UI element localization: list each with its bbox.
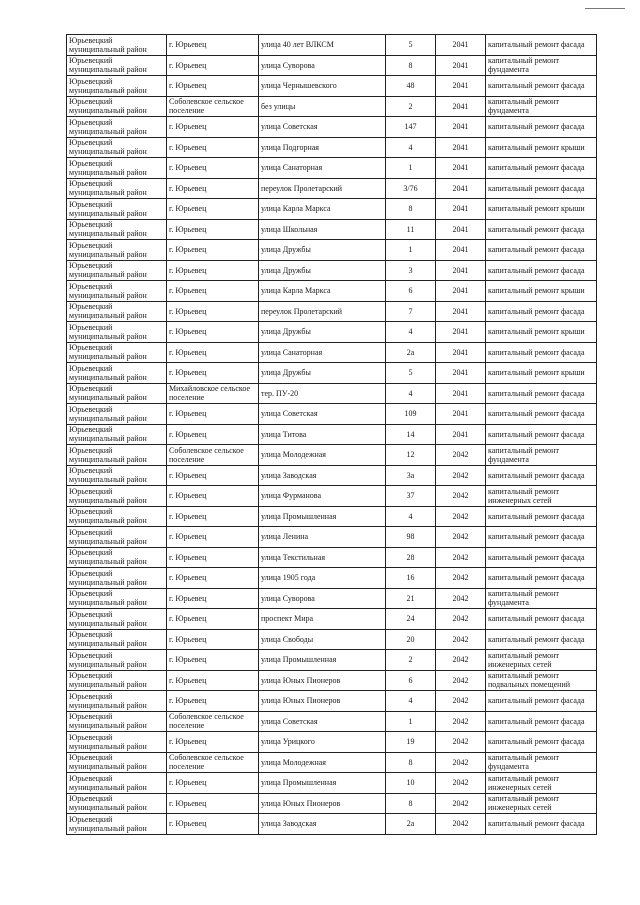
street-cell: улица Советская <box>259 711 386 732</box>
year-cell: 2042 <box>436 752 486 773</box>
year-cell: 2042 <box>436 486 486 507</box>
street-cell: улица Советская <box>259 117 386 138</box>
settlement-cell: Соболевское сельское поселение <box>167 711 259 732</box>
year-cell: 2041 <box>436 342 486 363</box>
district-cell: Юрьевецкий муниципальный район <box>67 260 167 281</box>
street-cell: улица Подгорная <box>259 137 386 158</box>
work-type-cell: капитальный ремонт фасада <box>486 342 597 363</box>
work-type-cell: капитальный ремонт фасада <box>486 35 597 56</box>
table-row <box>67 711 597 732</box>
district-cell: Юрьевецкий муниципальный район <box>67 322 167 343</box>
table-row <box>67 383 597 404</box>
year-cell: 2042 <box>436 445 486 466</box>
table-row <box>67 465 597 486</box>
work-type-cell: капитальный ремонт крыши <box>486 199 597 220</box>
settlement-cell: Соболевское сельское поселение <box>167 96 259 117</box>
settlement-cell: г. Юрьевец <box>167 814 259 835</box>
settlement-cell: г. Юрьевец <box>167 568 259 589</box>
house-number-cell: 12 <box>386 445 436 466</box>
district-cell: Юрьевецкий муниципальный район <box>67 691 167 712</box>
house-number-cell: 1 <box>386 240 436 261</box>
house-number-cell: 4 <box>386 137 436 158</box>
year-cell: 2041 <box>436 178 486 199</box>
table-row <box>67 158 597 179</box>
street-cell: улица Чернышевского <box>259 76 386 97</box>
work-type-cell: капитальный ремонт крыши <box>486 137 597 158</box>
work-type-cell: капитальный ремонт фасада <box>486 158 597 179</box>
year-cell: 2041 <box>436 158 486 179</box>
settlement-cell: г. Юрьевец <box>167 609 259 630</box>
house-number-cell: 6 <box>386 281 436 302</box>
work-type-cell: капитальный ремонт фасада <box>486 404 597 425</box>
work-type-cell: капитальный ремонт фундамента <box>486 55 597 76</box>
work-type-cell: капитальный ремонт фасада <box>486 424 597 445</box>
district-cell: Юрьевецкий муниципальный район <box>67 76 167 97</box>
street-cell: тер. ПУ-20 <box>259 383 386 404</box>
house-number-cell: 20 <box>386 629 436 650</box>
year-cell: 2042 <box>436 814 486 835</box>
table-row <box>67 506 597 527</box>
district-cell: Юрьевецкий муниципальный район <box>67 424 167 445</box>
house-number-cell: 3/76 <box>386 178 436 199</box>
district-cell: Юрьевецкий муниципальный район <box>67 404 167 425</box>
settlement-cell: Михайловское сельское поселение <box>167 383 259 404</box>
district-cell: Юрьевецкий муниципальный район <box>67 219 167 240</box>
street-cell: улица Дружбы <box>259 260 386 281</box>
year-cell: 2042 <box>436 650 486 671</box>
district-cell: Юрьевецкий муниципальный район <box>67 670 167 691</box>
table-row <box>67 178 597 199</box>
table-row <box>67 137 597 158</box>
district-cell: Юрьевецкий муниципальный район <box>67 732 167 753</box>
house-number-cell: 147 <box>386 117 436 138</box>
table-row <box>67 76 597 97</box>
work-type-cell: капитальный ремонт крыши <box>486 281 597 302</box>
year-cell: 2042 <box>436 793 486 814</box>
work-type-cell: капитальный ремонт фундамента <box>486 96 597 117</box>
settlement-cell: г. Юрьевец <box>167 219 259 240</box>
district-cell: Юрьевецкий муниципальный район <box>67 137 167 158</box>
district-cell: Юрьевецкий муниципальный район <box>67 96 167 117</box>
street-cell: улица Дружбы <box>259 322 386 343</box>
street-cell: улица Санаторная <box>259 158 386 179</box>
settlement-cell: г. Юрьевец <box>167 773 259 794</box>
district-cell: Юрьевецкий муниципальный район <box>67 158 167 179</box>
district-cell: Юрьевецкий муниципальный район <box>67 363 167 384</box>
house-number-cell: 2 <box>386 650 436 671</box>
district-cell: Юрьевецкий муниципальный район <box>67 199 167 220</box>
year-cell: 2041 <box>436 117 486 138</box>
work-type-cell: капитальный ремонт фасада <box>486 629 597 650</box>
street-cell: улица Дружбы <box>259 363 386 384</box>
year-cell: 2041 <box>436 301 486 322</box>
house-number-cell: 10 <box>386 773 436 794</box>
work-type-cell: капитальный ремонт фасада <box>486 547 597 568</box>
year-cell: 2042 <box>436 629 486 650</box>
corner-mark <box>585 8 625 9</box>
year-cell: 2041 <box>436 363 486 384</box>
house-number-cell: 6 <box>386 670 436 691</box>
year-cell: 2042 <box>436 691 486 712</box>
district-cell: Юрьевецкий муниципальный район <box>67 35 167 56</box>
house-number-cell: 2 <box>386 96 436 117</box>
house-number-cell: 24 <box>386 609 436 630</box>
table-row <box>67 773 597 794</box>
work-type-cell: капитальный ремонт подвальных помещений <box>486 670 597 691</box>
year-cell: 2042 <box>436 527 486 548</box>
house-number-cell: 98 <box>386 527 436 548</box>
street-cell: улица Ленина <box>259 527 386 548</box>
year-cell: 2041 <box>436 35 486 56</box>
work-type-cell: капитальный ремонт инженерных сетей <box>486 773 597 794</box>
year-cell: 2041 <box>436 404 486 425</box>
year-cell: 2041 <box>436 137 486 158</box>
settlement-cell: г. Юрьевец <box>167 35 259 56</box>
settlement-cell: г. Юрьевец <box>167 527 259 548</box>
street-cell: проспект Мира <box>259 609 386 630</box>
work-type-cell: капитальный ремонт фасада <box>486 76 597 97</box>
settlement-cell: Соболевское сельское поселение <box>167 445 259 466</box>
settlement-cell: г. Юрьевец <box>167 424 259 445</box>
house-number-cell: 1 <box>386 158 436 179</box>
work-type-cell: капитальный ремонт фасада <box>486 506 597 527</box>
table-row <box>67 691 597 712</box>
table-row <box>67 424 597 445</box>
settlement-cell: г. Юрьевец <box>167 793 259 814</box>
district-cell: Юрьевецкий муниципальный район <box>67 117 167 138</box>
street-cell: улица Дружбы <box>259 240 386 261</box>
settlement-cell: г. Юрьевец <box>167 465 259 486</box>
work-type-cell: капитальный ремонт фасада <box>486 732 597 753</box>
district-cell: Юрьевецкий муниципальный район <box>67 650 167 671</box>
street-cell: улица Промышленная <box>259 773 386 794</box>
house-number-cell: 28 <box>386 547 436 568</box>
house-number-cell: 16 <box>386 568 436 589</box>
work-type-cell: капитальный ремонт фундамента <box>486 588 597 609</box>
house-number-cell: 8 <box>386 55 436 76</box>
district-cell: Юрьевецкий муниципальный район <box>67 342 167 363</box>
district-cell: Юрьевецкий муниципальный район <box>67 793 167 814</box>
district-cell: Юрьевецкий муниципальный район <box>67 568 167 589</box>
house-number-cell: 4 <box>386 383 436 404</box>
work-type-cell: капитальный ремонт фасада <box>486 383 597 404</box>
street-cell: улица Юных Пионеров <box>259 691 386 712</box>
table-row <box>67 260 597 281</box>
year-cell: 2041 <box>436 424 486 445</box>
table-row <box>67 363 597 384</box>
table-row <box>67 650 597 671</box>
work-type-cell: капитальный ремонт фасада <box>486 568 597 589</box>
settlement-cell: г. Юрьевец <box>167 117 259 138</box>
street-cell: улица Молодежная <box>259 445 386 466</box>
year-cell: 2041 <box>436 383 486 404</box>
house-number-cell: 37 <box>386 486 436 507</box>
table-row <box>67 96 597 117</box>
settlement-cell: г. Юрьевец <box>167 650 259 671</box>
house-number-cell: 4 <box>386 506 436 527</box>
district-cell: Юрьевецкий муниципальный район <box>67 629 167 650</box>
street-cell: улица Урицкого <box>259 732 386 753</box>
district-cell: Юрьевецкий муниципальный район <box>67 711 167 732</box>
year-cell: 2042 <box>436 773 486 794</box>
table-row <box>67 219 597 240</box>
work-type-cell: капитальный ремонт фасада <box>486 260 597 281</box>
year-cell: 2041 <box>436 281 486 302</box>
table-row <box>67 527 597 548</box>
street-cell: переулок Пролетарский <box>259 178 386 199</box>
year-cell: 2042 <box>436 711 486 732</box>
house-number-cell: 2а <box>386 342 436 363</box>
district-cell: Юрьевецкий муниципальный район <box>67 609 167 630</box>
district-cell: Юрьевецкий муниципальный район <box>67 465 167 486</box>
table-row <box>67 814 597 835</box>
table-row <box>67 404 597 425</box>
year-cell: 2042 <box>436 465 486 486</box>
street-cell: улица Суворова <box>259 55 386 76</box>
work-type-cell: капитальный ремонт фасада <box>486 711 597 732</box>
district-cell: Юрьевецкий муниципальный район <box>67 752 167 773</box>
district-cell: Юрьевецкий муниципальный район <box>67 547 167 568</box>
table-row <box>67 301 597 322</box>
street-cell: улица Карла Маркса <box>259 199 386 220</box>
settlement-cell: Соболевское сельское поселение <box>167 752 259 773</box>
house-number-cell: 8 <box>386 793 436 814</box>
street-cell: улица Свободы <box>259 629 386 650</box>
district-cell: Юрьевецкий муниципальный район <box>67 240 167 261</box>
work-type-cell: капитальный ремонт инженерных сетей <box>486 650 597 671</box>
settlement-cell: г. Юрьевец <box>167 588 259 609</box>
district-cell: Юрьевецкий муниципальный район <box>67 281 167 302</box>
house-number-cell: 11 <box>386 219 436 240</box>
table-row <box>67 117 597 138</box>
table-row <box>67 732 597 753</box>
house-number-cell: 4 <box>386 322 436 343</box>
district-cell: Юрьевецкий муниципальный район <box>67 55 167 76</box>
settlement-cell: г. Юрьевец <box>167 629 259 650</box>
settlement-cell: г. Юрьевец <box>167 76 259 97</box>
house-number-cell: 5 <box>386 35 436 56</box>
house-number-cell: 21 <box>386 588 436 609</box>
settlement-cell: г. Юрьевец <box>167 404 259 425</box>
house-number-cell: 3а <box>386 465 436 486</box>
district-cell: Юрьевецкий муниципальный район <box>67 814 167 835</box>
settlement-cell: г. Юрьевец <box>167 178 259 199</box>
street-cell: улица Промышленная <box>259 506 386 527</box>
settlement-cell: г. Юрьевец <box>167 322 259 343</box>
settlement-cell: г. Юрьевец <box>167 158 259 179</box>
year-cell: 2041 <box>436 240 486 261</box>
table-row <box>67 547 597 568</box>
work-type-cell: капитальный ремонт фасада <box>486 691 597 712</box>
work-type-cell: капитальный ремонт фасада <box>486 219 597 240</box>
table-row <box>67 35 597 56</box>
street-cell: улица Суворова <box>259 588 386 609</box>
street-cell: улица Советская <box>259 404 386 425</box>
settlement-cell: г. Юрьевец <box>167 240 259 261</box>
settlement-cell: г. Юрьевец <box>167 137 259 158</box>
settlement-cell: г. Юрьевец <box>167 260 259 281</box>
table-row <box>67 281 597 302</box>
table-row <box>67 486 597 507</box>
year-cell: 2042 <box>436 732 486 753</box>
table-row <box>67 55 597 76</box>
house-number-cell: 1 <box>386 711 436 732</box>
street-cell: улица Фурманова <box>259 486 386 507</box>
year-cell: 2042 <box>436 609 486 630</box>
year-cell: 2042 <box>436 588 486 609</box>
year-cell: 2041 <box>436 260 486 281</box>
work-type-cell: капитальный ремонт крыши <box>486 322 597 343</box>
table-row <box>67 752 597 773</box>
table-row <box>67 588 597 609</box>
street-cell: улица Юных Пионеров <box>259 670 386 691</box>
district-cell: Юрьевецкий муниципальный район <box>67 527 167 548</box>
street-cell: улица Текстильная <box>259 547 386 568</box>
street-cell: улица Промышленная <box>259 650 386 671</box>
table-row <box>67 629 597 650</box>
street-cell: улица Санаторная <box>259 342 386 363</box>
district-cell: Юрьевецкий муниципальный район <box>67 588 167 609</box>
street-cell: улица Молодежная <box>259 752 386 773</box>
street-cell: улица Титова <box>259 424 386 445</box>
settlement-cell: г. Юрьевец <box>167 670 259 691</box>
street-cell: переулок Пролетарский <box>259 301 386 322</box>
house-number-cell: 4 <box>386 691 436 712</box>
work-type-cell: капитальный ремонт фасада <box>486 609 597 630</box>
settlement-cell: г. Юрьевец <box>167 301 259 322</box>
work-type-cell: капитальный ремонт фасада <box>486 527 597 548</box>
settlement-cell: г. Юрьевец <box>167 281 259 302</box>
year-cell: 2042 <box>436 547 486 568</box>
house-number-cell: 109 <box>386 404 436 425</box>
street-cell: улица Юных Пионеров <box>259 793 386 814</box>
year-cell: 2041 <box>436 96 486 117</box>
district-cell: Юрьевецкий муниципальный район <box>67 445 167 466</box>
work-type-cell: капитальный ремонт фасада <box>486 301 597 322</box>
year-cell: 2042 <box>436 506 486 527</box>
work-type-cell: капитальный ремонт фундамента <box>486 752 597 773</box>
settlement-cell: г. Юрьевец <box>167 691 259 712</box>
settlement-cell: г. Юрьевец <box>167 486 259 507</box>
year-cell: 2042 <box>436 670 486 691</box>
work-type-cell: капитальный ремонт фасада <box>486 465 597 486</box>
settlement-cell: г. Юрьевец <box>167 199 259 220</box>
year-cell: 2042 <box>436 568 486 589</box>
house-number-cell: 5 <box>386 363 436 384</box>
year-cell: 2041 <box>436 199 486 220</box>
street-cell: улица Заводская <box>259 814 386 835</box>
work-type-cell: капитальный ремонт фундамента <box>486 445 597 466</box>
house-number-cell: 8 <box>386 199 436 220</box>
work-type-cell: капитальный ремонт фасада <box>486 178 597 199</box>
table-row <box>67 793 597 814</box>
table-row <box>67 322 597 343</box>
year-cell: 2041 <box>436 76 486 97</box>
table-body <box>67 35 597 835</box>
house-number-cell: 19 <box>386 732 436 753</box>
house-number-cell: 48 <box>386 76 436 97</box>
work-type-cell: капитальный ремонт инженерных сетей <box>486 486 597 507</box>
settlement-cell: г. Юрьевец <box>167 342 259 363</box>
year-cell: 2041 <box>436 322 486 343</box>
table-row <box>67 445 597 466</box>
district-cell: Юрьевецкий муниципальный район <box>67 178 167 199</box>
district-cell: Юрьевецкий муниципальный район <box>67 383 167 404</box>
street-cell: улица Заводская <box>259 465 386 486</box>
street-cell: улица Карла Маркса <box>259 281 386 302</box>
settlement-cell: г. Юрьевец <box>167 506 259 527</box>
settlement-cell: г. Юрьевец <box>167 732 259 753</box>
work-type-cell: капитальный ремонт крыши <box>486 363 597 384</box>
house-number-cell: 8 <box>386 752 436 773</box>
table-row <box>67 670 597 691</box>
house-number-cell: 7 <box>386 301 436 322</box>
work-type-cell: капитальный ремонт инженерных сетей <box>486 793 597 814</box>
year-cell: 2041 <box>436 55 486 76</box>
table-row <box>67 240 597 261</box>
house-number-cell: 3 <box>386 260 436 281</box>
district-cell: Юрьевецкий муниципальный район <box>67 301 167 322</box>
table-row <box>67 609 597 630</box>
year-cell: 2041 <box>436 219 486 240</box>
street-cell: без улицы <box>259 96 386 117</box>
district-cell: Юрьевецкий муниципальный район <box>67 773 167 794</box>
street-cell: улица 40 лет ВЛКСМ <box>259 35 386 56</box>
settlement-cell: г. Юрьевец <box>167 547 259 568</box>
house-number-cell: 14 <box>386 424 436 445</box>
work-type-cell: капитальный ремонт фасада <box>486 814 597 835</box>
work-type-cell: капитальный ремонт фасада <box>486 240 597 261</box>
work-type-cell: капитальный ремонт фасада <box>486 117 597 138</box>
repair-schedule-table <box>66 34 597 835</box>
house-number-cell: 2а <box>386 814 436 835</box>
district-cell: Юрьевецкий муниципальный район <box>67 486 167 507</box>
table-row <box>67 342 597 363</box>
district-cell: Юрьевецкий муниципальный район <box>67 506 167 527</box>
street-cell: улица Школьная <box>259 219 386 240</box>
settlement-cell: г. Юрьевец <box>167 55 259 76</box>
settlement-cell: г. Юрьевец <box>167 363 259 384</box>
table-row <box>67 199 597 220</box>
street-cell: улица 1905 года <box>259 568 386 589</box>
table-row <box>67 568 597 589</box>
